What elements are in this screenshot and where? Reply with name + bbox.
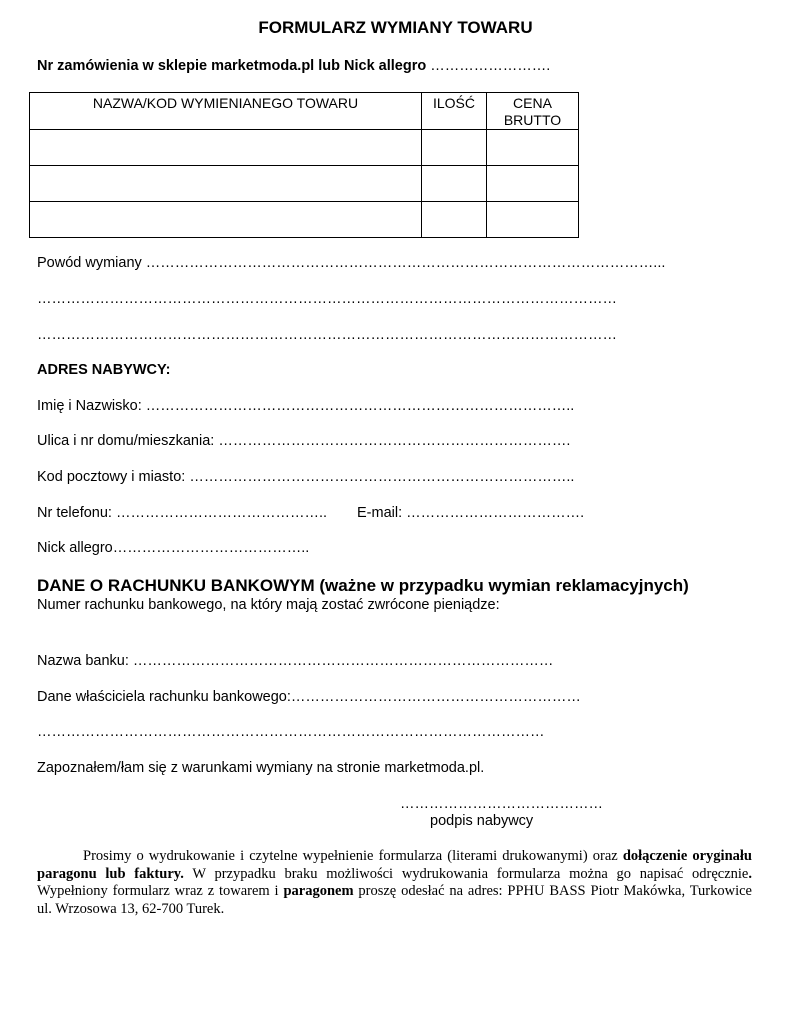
instructions-emphasis: dołączenie oryginału paragonu lub faktury. <box>37 848 752 882</box>
signature-line[interactable]: …………………………………… <box>400 796 603 812</box>
postal-city-field[interactable]: Kod pocztowy i miasto: …………………………………………………………………….. <box>37 469 575 485</box>
table-row <box>30 130 579 166</box>
name-field[interactable]: Imię i Nazwisko: …………………………………………………………………………….. <box>37 398 575 414</box>
table-row <box>30 202 579 238</box>
items-table <box>29 92 579 238</box>
header-quantity: ILOŚĆ <box>422 93 487 130</box>
signature-label: podpis nabywcy <box>430 813 534 829</box>
quantity-cell[interactable] <box>422 166 487 202</box>
product-name-cell[interactable] <box>30 166 422 202</box>
street-field[interactable]: Ulica i nr domu/mieszkania: ………………………………………………………………. <box>37 433 571 449</box>
product-name-cell[interactable] <box>30 202 422 238</box>
table-row <box>30 166 579 202</box>
quantity-cell[interactable] <box>422 130 487 166</box>
reason-line-2[interactable]: ………………………………………………………………………………………………………… <box>37 291 617 307</box>
header-gross-price: CENA BRUTTO <box>487 93 579 130</box>
email-field[interactable]: E-mail: ………………………………. <box>357 505 585 521</box>
table-header-row <box>30 93 579 130</box>
acknowledgement-text: Zapoznałem/łam się z warunkami wymiany na stronie marketmoda.pl. <box>37 760 485 776</box>
reason-line-1[interactable]: Powód wymiany ……………………………………………………………………………………………... <box>37 255 666 271</box>
bank-name-field[interactable]: Nazwa banku: …………………………………………………………………………… <box>37 653 554 669</box>
bank-heading: DANE O RACHUNKU BANKOWYM (ważne w przypadku wymian reklamacyjnych) <box>37 576 689 595</box>
price-cell[interactable] <box>487 202 579 238</box>
instructions-text: Prosimy o wydrukowanie i czytelne wypełnienie formularza (literami drukowanymi) oraz <box>83 848 623 864</box>
order-number-line <box>37 58 550 74</box>
instructions-emphasis: paragonem <box>283 883 354 899</box>
bank-subtitle: Numer rachunku bankowego, na który mają zostać zwrócone pieniądze: <box>37 597 500 613</box>
instructions-text: Wypełniony formularz wraz z towarem i <box>37 883 284 899</box>
instructions-address: proszę odesłać na adres: PPHU BASS Piotr Makówka, Turkowice ul. Wrzosowa 13, 62-700 Turek. <box>37 883 752 917</box>
phone-field[interactable]: Nr telefonu: …………………………………….. <box>37 505 328 521</box>
buyer-heading: ADRES NABYWCY: <box>37 362 171 378</box>
instructions-paragraph <box>37 848 752 918</box>
header-product-name: NAZWA/KOD WYMIENIANEGO TOWARU <box>30 93 422 130</box>
order-number-label: Nr zamówienia w sklepie marketmoda.pl lub Nick allegro <box>37 58 427 74</box>
instructions-emphasis: . <box>748 865 752 882</box>
account-owner-field[interactable]: Dane właściciela rachunku bankowego:…………………………………………………… <box>37 689 581 705</box>
nick-field[interactable]: Nick allegro………………………………….. <box>37 540 310 556</box>
account-owner-line-2[interactable]: …………………………………………………………………………………………… <box>37 724 545 740</box>
order-number-field[interactable]: ……………………. <box>430 58 551 74</box>
instructions-text: W przypadku braku możliwości wydrukowania formularza można go napisać odręcznie <box>183 865 749 882</box>
product-name-cell[interactable] <box>30 130 422 166</box>
price-cell[interactable] <box>487 130 579 166</box>
quantity-cell[interactable] <box>422 202 487 238</box>
reason-line-3[interactable]: ………………………………………………………………………………………………………… <box>37 327 617 343</box>
form-title: FORMULARZ WYMIANY TOWARU <box>258 18 533 37</box>
price-cell[interactable] <box>487 166 579 202</box>
